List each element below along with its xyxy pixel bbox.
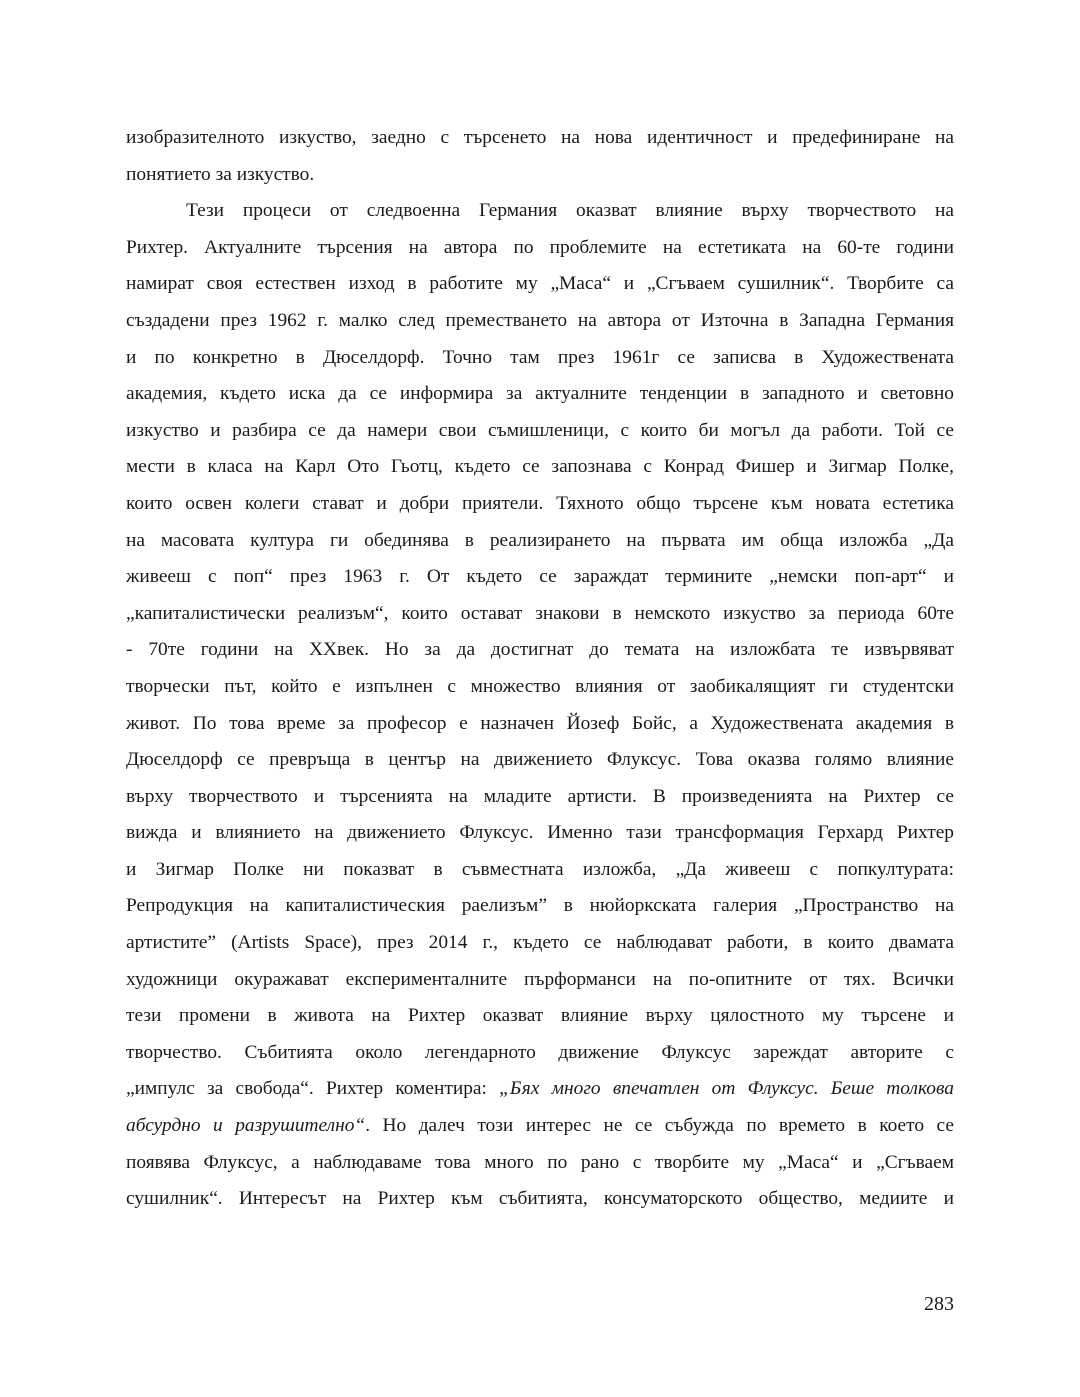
text-line: живот. По това време за професор е назначен Йозеф Бойс, а Художествената академия в: [126, 712, 954, 734]
text-line: създадени през 1962 г. малко след преместването на автора от Източна в Западна Германия: [126, 309, 954, 331]
text-line: художници окуражават експерименталните пърформанси на по-опитните от тях. Всички: [126, 968, 954, 990]
text-line: мести в класа на Карл Ото Гьотц, където се запознава с Конрад Фишер и Зигмар Полке,: [126, 456, 954, 478]
text-line: изкуство и разбира се да намери свои съмишленици, с които би могъл да работи. Той се: [126, 419, 954, 441]
text-line: понятието за изкуство.: [126, 163, 315, 185]
text-line: творчество. Събитията около легендарното движение Флуксус зареждат авторите с: [126, 1041, 954, 1063]
text-line: намират своя естествен изход в работите му „Маса“ и „Сгъваем сушилник“. Творбите са: [126, 273, 954, 295]
text-line: артистите” (Artists Space), през 2014 г., където се наблюдават работи, в които двамата: [126, 932, 954, 954]
text-line: тези промени в живота на Рихтер оказват влияние върху цялостното му търсене и: [126, 1005, 954, 1027]
text-line: живееш с поп“ през 1963 г. От където се зараждат термините „немски поп-арт“ и: [126, 566, 954, 588]
text-line: - 70те години на XXвек. Но за да достигнат до темата на изложбата те извървяват: [126, 639, 954, 661]
richter-quote-end: абсурдно и разрушително“: [126, 1115, 366, 1137]
text-line: появява Флуксус, а наблюдаваме това много по рано с творбите му „Маса“ и „Сгъваем: [126, 1151, 954, 1173]
text-line-with-quote-end: [126, 1108, 954, 1145]
paragraph-first-line: Тези процеси от следвоенна Германия оказват влияние върху творчеството на: [186, 200, 954, 222]
text-line: Дюселдорф се превръща в център на движението Флуксус. Това оказва голямо влияние: [126, 749, 954, 771]
text-line: Рихтер. Актуалните търсения на автора по проблемите на естетиката на 60-те години: [126, 236, 954, 258]
text-line: академия, където иска да се информира за актуалните тенденции в западното и световно: [126, 383, 954, 405]
document-body: [126, 120, 954, 1218]
text-line: сушилник“. Интересът на Рихтер към събитията, консуматорското общество, медиите и: [126, 1188, 954, 1210]
text-line: вижда и влиянието на движението Флуксус. Именно тази трансформация Герхард Рихтер: [126, 822, 954, 844]
page-number: 283: [924, 1293, 954, 1315]
text-segment: „импулс за свобода“. Рихтер коментира:: [126, 1078, 500, 1100]
text-line: „капиталистически реализъм“, които остават знакови в немското изкуство за периода 60те: [126, 602, 954, 624]
text-line: и Зигмар Полке ни показват в съвместната изложба, „Да живееш с попкултурата:: [126, 858, 954, 880]
text-line: изобразителното изкуство, заедно с търсенето на нова идентичност и предефиниране на: [126, 127, 954, 148]
text-line: творчески път, който е изпълнен с множество влияния от заобикалящият ги студентски: [126, 675, 954, 697]
richter-quote-start: „Бях много впечатлен от Флуксус. Беше толкова: [499, 1078, 954, 1100]
text-line: които освен колеги стават и добри приятели. Тяхното общо търсене към новата естетика: [126, 492, 954, 514]
text-line: върху творчеството и търсенията на младите артисти. В произведенията на Рихтер се: [126, 785, 954, 807]
text-line: и по конкретно в Дюселдорф. Точно там през 1961г се записва в Художествената: [126, 346, 954, 368]
text-line-with-quote-start: [126, 1071, 954, 1108]
text-line: на масовата култура ги обединява в реализирането на първата им обща изложба „Да: [126, 529, 954, 551]
text-segment: . Но далеч този интерес не се събужда по времето в което се: [365, 1115, 954, 1137]
text-line: Репродукция на капиталистическия раелизъм” в нюйоркската галерия „Пространство на: [126, 895, 954, 917]
